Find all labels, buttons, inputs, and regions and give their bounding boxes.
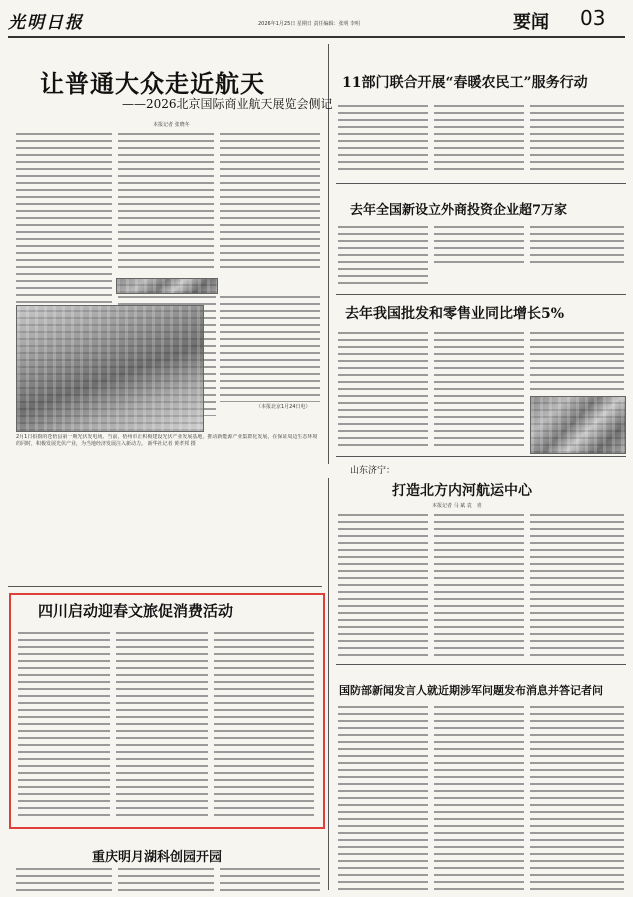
masthead bbox=[8, 6, 625, 38]
issue-meta: 2026年1月25日 星期日 责任编辑：张明 李明 bbox=[258, 21, 361, 27]
headline-sichuan: 四川启动迎春文旅促消费活动 bbox=[38, 602, 234, 620]
headline-shandong: 打造北方内河航运中心 bbox=[392, 483, 532, 499]
body-text-migrant-col3 bbox=[530, 103, 624, 175]
photo-caption: 2月1日拍摄的苍梧县第一期光伏发电场。当前，梧州市正积极建设光伏产业发展基地，推动新能源产业集群化发展，在保证周边生态环境的同时，积极发展光伏产业，为当地经济发展注入新动力。 新华社记者 黄孝邦 摄 bbox=[16, 434, 318, 447]
column-divider bbox=[328, 478, 329, 890]
row-divider bbox=[336, 183, 626, 184]
body-text-foreign-col1 bbox=[338, 224, 428, 288]
body-text-defense-col1 bbox=[338, 704, 428, 890]
body-text-chongqing-col3 bbox=[220, 866, 320, 892]
byline-shandong: 本报记者 马 斌 袁 喜 bbox=[432, 503, 482, 509]
body-text-sichuan-col3 bbox=[214, 630, 314, 818]
section-title: 要闻 bbox=[513, 12, 549, 33]
headline-foreign-investment: 去年全国新设立外商投资企业超7万家 bbox=[350, 203, 568, 218]
headline-chongqing: 重庆明月湖科创园开园 bbox=[92, 850, 223, 865]
body-text-retail-col1 bbox=[338, 330, 428, 450]
photo-solar-top-strip bbox=[116, 278, 218, 294]
body-text-space-col5 bbox=[220, 294, 320, 402]
body-text-retail-col3 bbox=[530, 330, 624, 390]
body-text-defense-col3 bbox=[530, 704, 624, 890]
body-text-chongqing-col1 bbox=[16, 866, 112, 892]
body-text-sichuan-col1 bbox=[18, 630, 110, 818]
page-number: 03 bbox=[580, 6, 606, 30]
row-divider bbox=[336, 294, 626, 295]
row-divider bbox=[336, 456, 626, 457]
body-text-foreign-col2 bbox=[434, 224, 524, 266]
row-divider bbox=[336, 664, 626, 665]
headline-migrant: 11部门联合开展“春暖农民工”服务行动 bbox=[342, 75, 588, 91]
headline-defense: 国防部新闻发言人就近期涉军问题发布消息并答记者问 bbox=[339, 684, 603, 697]
body-text-shandong-col2 bbox=[434, 512, 524, 656]
body-text-sichuan-col2 bbox=[116, 630, 208, 818]
subheadline-space: ——2026北京国际商业航天展览会侧记 bbox=[122, 97, 333, 111]
body-text-foreign-col3 bbox=[530, 224, 624, 266]
row-divider bbox=[8, 586, 322, 587]
newspaper-logo: 光明日报 bbox=[8, 13, 84, 33]
body-text-migrant-col2 bbox=[434, 103, 524, 175]
headline-retail: 去年我国批发和零售业同比增长5% bbox=[345, 306, 565, 322]
byline-space: 本报记者 张晓冬 bbox=[153, 122, 190, 128]
body-text-migrant-col1 bbox=[338, 103, 428, 175]
body-text-space-col3 bbox=[220, 131, 320, 271]
label-shandong: 山东济宁： bbox=[350, 466, 396, 476]
photo-solar bbox=[16, 305, 204, 432]
body-text-shandong-col3 bbox=[530, 512, 624, 656]
headline-space: 让普通大众走近航天 bbox=[40, 69, 265, 98]
body-text-shandong-col1 bbox=[338, 512, 428, 656]
body-text-space-col2 bbox=[118, 131, 214, 271]
dateline-space: （本报北京1月24日电） bbox=[256, 404, 311, 410]
body-text-chongqing-col2 bbox=[118, 866, 214, 892]
body-text-retail-col2 bbox=[434, 330, 524, 450]
photo-retail bbox=[530, 396, 626, 454]
body-text-defense-col2 bbox=[434, 704, 524, 890]
